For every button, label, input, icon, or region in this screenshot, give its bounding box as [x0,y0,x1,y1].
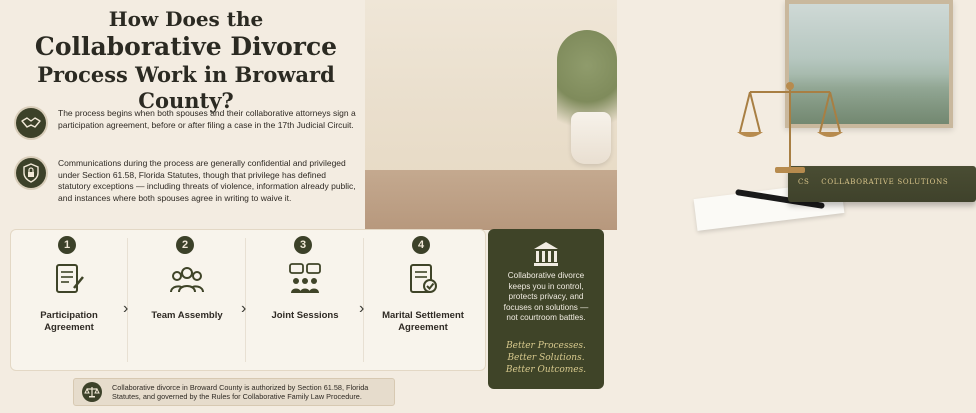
document-signature-icon [52,262,86,296]
step-number: 3 [294,236,312,254]
scales-of-justice-icon [735,72,845,182]
book-monogram: CS [798,178,810,186]
vase [571,112,611,164]
step-participation-agreement [17,230,121,370]
desk [365,170,617,230]
step-joint-sessions [253,230,357,370]
hero-illustration [365,0,949,230]
title-line-2: Collaborative Divorce [34,32,338,61]
step-marital-settlement-agreement [371,230,475,370]
chevron-right-icon: › [359,300,365,317]
footer-note [73,378,395,406]
chevron-right-icon: › [123,300,129,317]
shield-lock-icon [16,158,46,188]
info-participation [16,108,356,138]
discussion-icon [288,262,322,296]
chevron-right-icon: › [241,300,247,317]
title-line-1: How Does the [108,7,264,31]
handshake-icon [16,108,46,138]
title-line-3: Process Work in Broward County? [37,62,335,113]
tagline-3: Better Outcomes. [505,365,587,375]
page-title [8,8,364,114]
step-number: 2 [176,236,194,254]
courthouse-icon [531,239,561,269]
step-number: 1 [58,236,76,254]
step-label: Team Assembly [151,310,223,321]
promo-card [488,229,604,389]
process-steps [10,229,486,371]
scales-icon [82,382,102,402]
team-icon [170,262,204,296]
footer-text: Collaborative divorce in Broward County is authorized by Section 61.58, Florida Statutes, and governed by the Rules for Collaborative Family Law Procedure. [112,382,369,401]
checked-document-icon [406,262,440,296]
book-title: COLLABORATIVE SOLUTIONS [821,178,949,186]
info-text: Communications during the process are generally confidential and privileged under Section 61.58, Florida Statutes, though that privilege has defined statutory exceptions — including threats of violence, information already public, and instances where both spouses agree in writing to waive it. [58,158,356,203]
step-label: Joint Sessions [271,310,339,321]
promo-text: Collaborative divorce keeps you in control, protects privacy, and focuses on solutions — not courtroom battles. [503,271,589,322]
step-number: 4 [412,236,430,254]
step-team-assembly [135,230,239,370]
info-confidentiality [16,158,356,204]
step-label: Participation Agreement [40,310,98,333]
step-label: Marital Settlement Agreement [382,310,464,333]
info-text: The process begins when both spouses and their collaborative attorneys sign a participation agreement, before or after filing a case in the 17th Judicial Circuit. [58,108,356,130]
tagline-1: Better Processes. [506,341,586,351]
tagline-2: Better Solutions. [507,353,585,363]
